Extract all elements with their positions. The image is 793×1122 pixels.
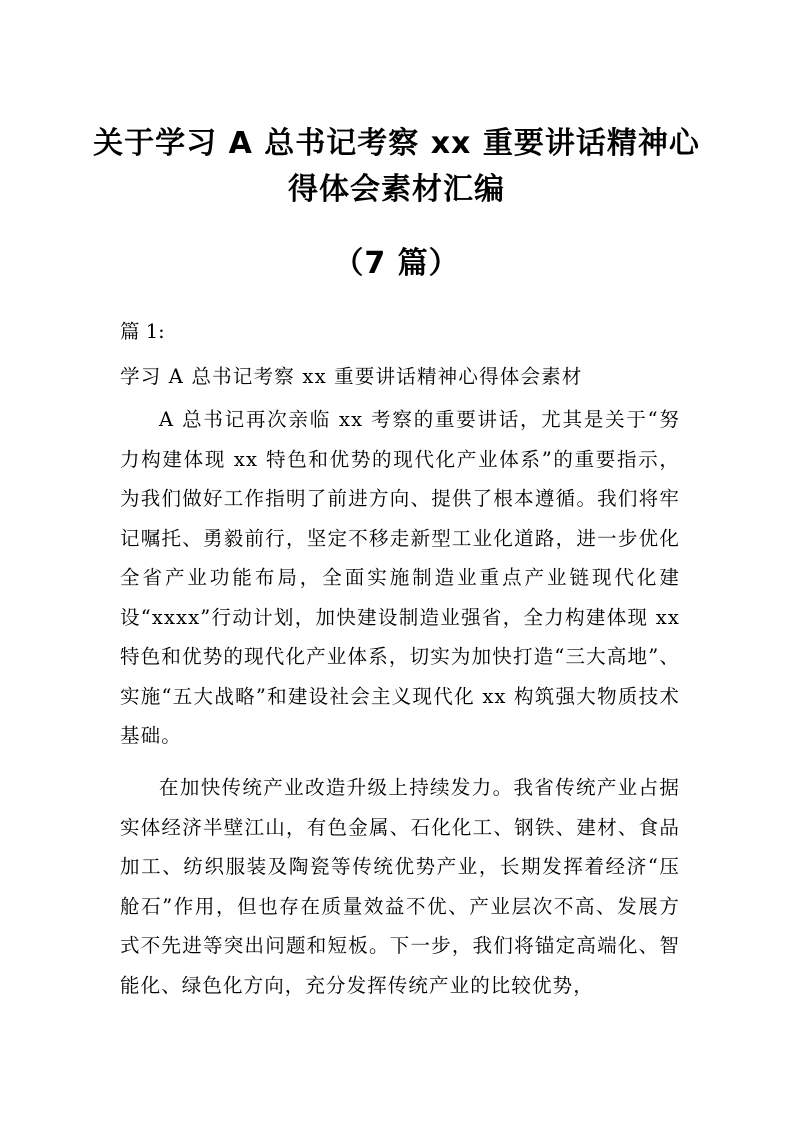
chapter-subtitle: 学习 A 总书记考察 xx 重要讲话精神心得体会素材	[120, 365, 583, 388]
document-count-label: （7 篇）	[333, 246, 460, 281]
chapter-label: 篇 1:	[120, 320, 165, 343]
body-paragraph-2: 在加快传统产业改造升级上持续发力。我省传统产业占据实体经济半壁江山，有色金属、石化化工、钢铁、建材、食品加工、纺织服装及陶瓷等传统优势产业，长期发挥着经济“压舱石”作用，但也存在质量效益不优、产业层次不高、发展方式不先进等突出问题和短板。下一步，我们将锚定高端化、智能化、绿色化方向，充分发挥传统产业的比较优势，	[120, 776, 680, 997]
document-title-line-1: 关于学习 A 总书记考察 xx 重要讲话精神心	[93, 126, 700, 161]
body-paragraph-1: A 总书记再次亲临 xx 考察的重要讲话，尤其是关于“努力构建体现 xx 特色和优势的现代化产业体系”的重要指示，为我们做好工作指明了前进方向、提供了根本遵循。我们将牢记嘱托、勇毅前行，坚定不移走新型工业化道路，进一步优化全省产业功能布局，全面实施制造业重点产业链现代化建设“xxxx”行动计划，加快建设制造业强省，全力构建体现 xx 特色和优势的现代化产业体系，切实为加快打造“三大高地”、实施“五大战略”和建设社会主义现代化 xx 构筑强大物质技术基础。	[120, 408, 680, 747]
document-title-line-2: 得体会素材汇编	[288, 172, 505, 207]
